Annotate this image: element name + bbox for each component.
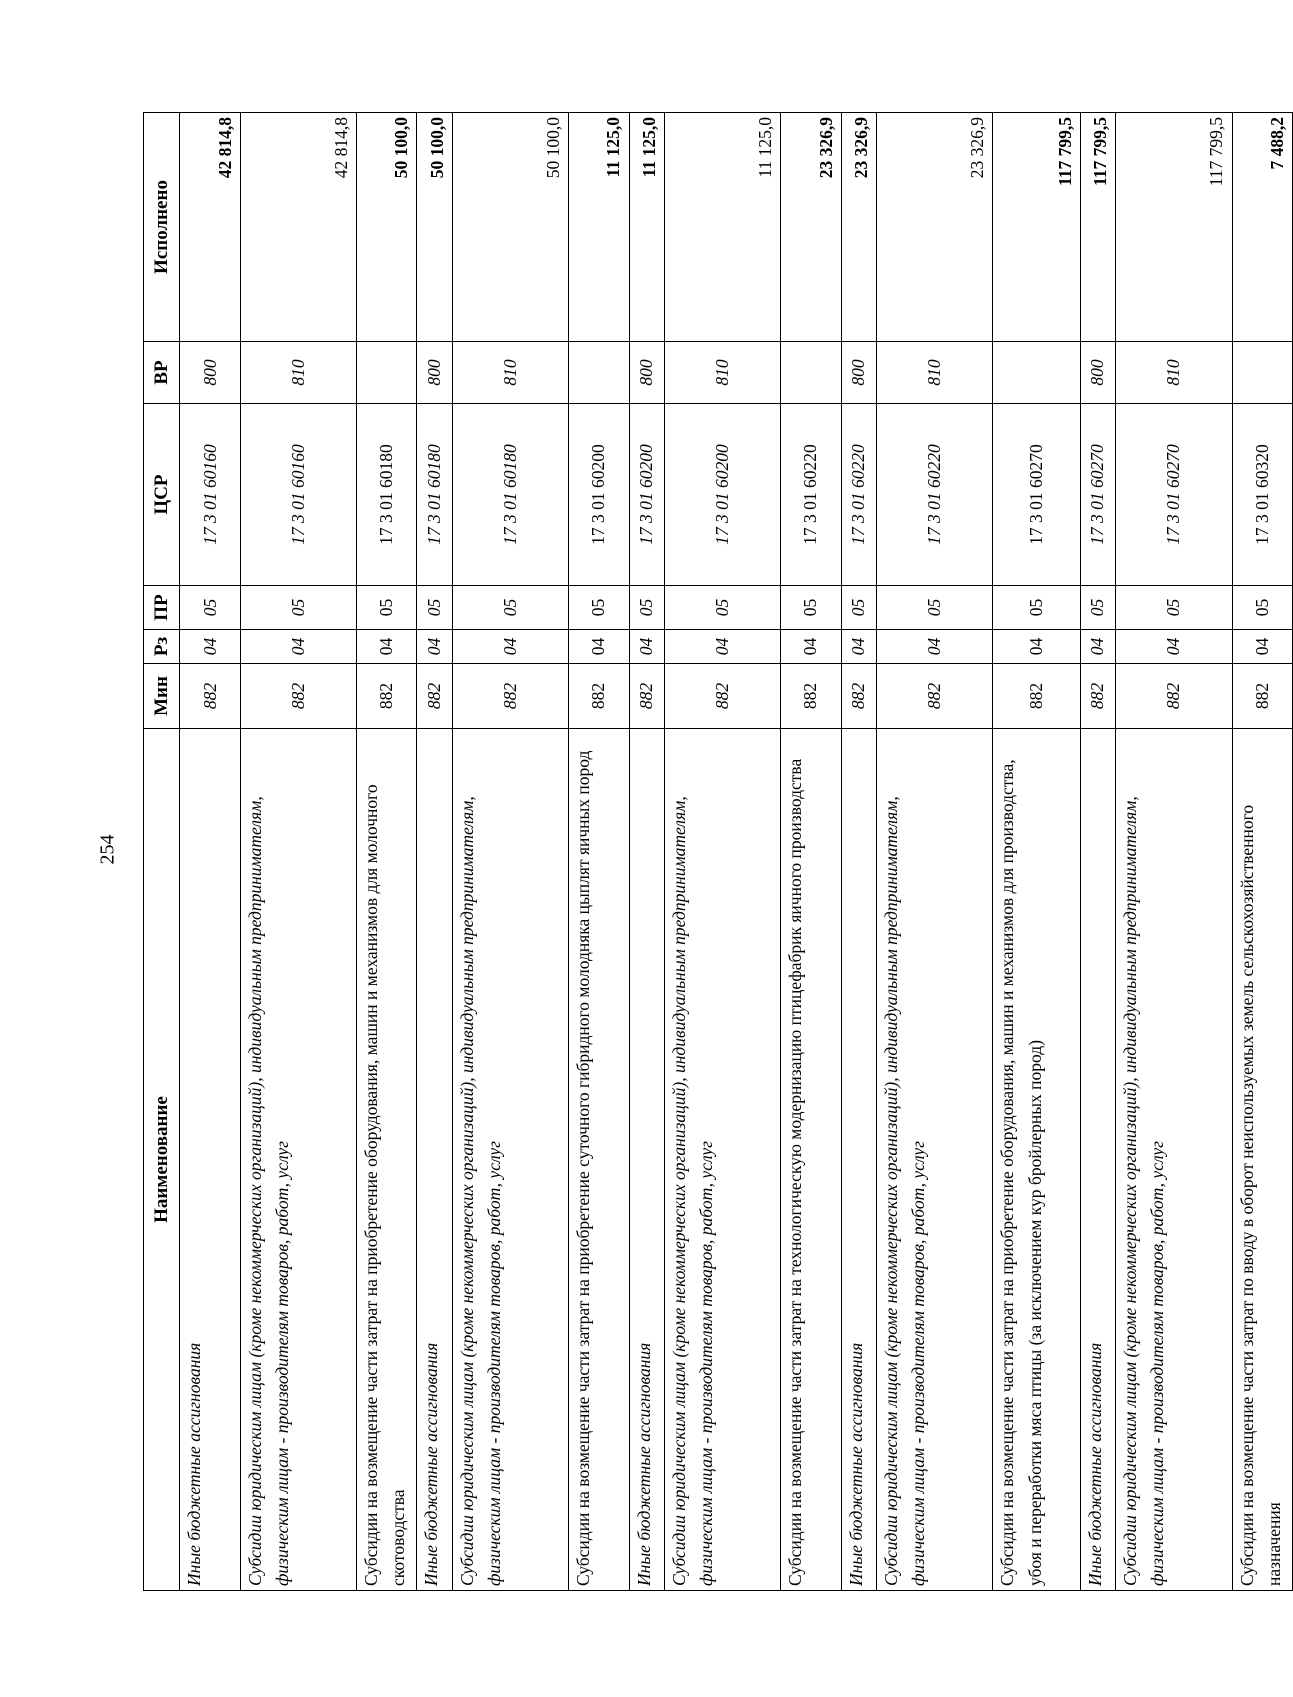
cell-pr: 05 — [240, 586, 356, 630]
page-number: 254 — [96, 834, 119, 865]
cell-csr: 17 3 01 60160 — [180, 404, 240, 586]
cell-rz: 04 — [1116, 630, 1232, 664]
cell-vr: 800 — [629, 342, 664, 404]
cell-min: 882 — [1116, 664, 1232, 729]
cell-executed: 117 799,5 — [993, 113, 1080, 342]
cell-rz: 04 — [417, 630, 452, 664]
cell-rz: 04 — [240, 630, 356, 664]
cell-vr: 810 — [452, 342, 568, 404]
cell-name: Субсидии на возмещение части затрат на приобретение оборудования, машин и механизмов для производства, убоя и переработки мяса птицы (за исключением кур бройлерных пород) — [993, 729, 1080, 1591]
header-pr: ПР — [144, 586, 180, 630]
header-csr: ЦСР — [144, 404, 180, 586]
cell-rz: 04 — [1232, 630, 1292, 664]
table-header-row — [144, 113, 180, 1591]
cell-name: Иные бюджетные ассигнования — [841, 729, 876, 1591]
cell-pr: 05 — [664, 586, 780, 630]
cell-csr: 17 3 01 60200 — [664, 404, 780, 586]
cell-name: Субсидии юридическим лицам (кроме некоммерческих организаций), индивидуальным предпринимателям, физическим лицам - производителям товаров, работ, услуг — [664, 729, 780, 1591]
cell-vr: 810 — [664, 342, 780, 404]
cell-pr: 05 — [180, 586, 240, 630]
cell-vr — [357, 342, 417, 404]
table-row — [417, 113, 452, 1591]
budget-table — [143, 112, 1293, 1591]
cell-min: 882 — [569, 664, 629, 729]
cell-min: 882 — [417, 664, 452, 729]
cell-rz: 04 — [781, 630, 841, 664]
cell-rz: 04 — [877, 630, 993, 664]
cell-csr: 17 3 01 60200 — [629, 404, 664, 586]
cell-name: Субсидии юридическим лицам (кроме некоммерческих организаций), индивидуальным предпринимателям, физическим лицам - производителям товаров, работ, услуг — [452, 729, 568, 1591]
cell-min: 882 — [180, 664, 240, 729]
cell-csr: 17 3 01 60220 — [841, 404, 876, 586]
cell-vr: 810 — [877, 342, 993, 404]
cell-min: 882 — [240, 664, 356, 729]
cell-pr: 05 — [1116, 586, 1232, 630]
cell-vr: 800 — [180, 342, 240, 404]
cell-csr: 17 3 01 60180 — [452, 404, 568, 586]
table-row — [781, 113, 841, 1591]
table-row — [180, 113, 240, 1591]
cell-csr: 17 3 01 60220 — [781, 404, 841, 586]
cell-vr — [781, 342, 841, 404]
cell-name: Иные бюджетные ассигнования — [629, 729, 664, 1591]
cell-csr: 17 3 01 60320 — [1232, 404, 1292, 586]
cell-name: Иные бюджетные ассигнования — [180, 729, 240, 1591]
cell-rz: 04 — [993, 630, 1080, 664]
cell-executed: 50 100,0 — [452, 113, 568, 342]
cell-min: 882 — [781, 664, 841, 729]
cell-name: Субсидии юридическим лицам (кроме некоммерческих организаций), индивидуальным предпринимателям, физическим лицам - производителям товаров, работ, услуг — [240, 729, 356, 1591]
cell-name: Субсидии юридическим лицам (кроме некоммерческих организаций), индивидуальным предпринимателям, физическим лицам - производителям товаров, работ, услуг — [877, 729, 993, 1591]
cell-rz: 04 — [357, 630, 417, 664]
cell-vr: 810 — [1116, 342, 1232, 404]
cell-executed: 23 326,9 — [781, 113, 841, 342]
cell-pr: 05 — [877, 586, 993, 630]
cell-pr: 05 — [993, 586, 1080, 630]
cell-min: 882 — [664, 664, 780, 729]
cell-name: Субсидии юридическим лицам (кроме некоммерческих организаций), индивидуальным предпринимателям, физическим лицам - производителям товаров, работ, услуг — [1116, 729, 1232, 1591]
table-row — [357, 113, 417, 1591]
cell-rz: 04 — [629, 630, 664, 664]
cell-executed: 11 125,0 — [629, 113, 664, 342]
cell-vr — [569, 342, 629, 404]
cell-min: 882 — [1232, 664, 1292, 729]
cell-rz: 04 — [841, 630, 876, 664]
cell-executed: 23 326,9 — [841, 113, 876, 342]
cell-vr — [1232, 342, 1292, 404]
cell-min: 882 — [357, 664, 417, 729]
cell-pr: 05 — [1232, 586, 1292, 630]
table-row — [877, 113, 993, 1591]
cell-min: 882 — [877, 664, 993, 729]
cell-vr: 800 — [417, 342, 452, 404]
cell-executed: 50 100,0 — [357, 113, 417, 342]
cell-rz: 04 — [1080, 630, 1115, 664]
cell-executed: 117 799,5 — [1080, 113, 1115, 342]
cell-csr: 17 3 01 60270 — [993, 404, 1080, 586]
cell-executed: 50 100,0 — [417, 113, 452, 342]
cell-csr: 17 3 01 60180 — [417, 404, 452, 586]
cell-csr: 17 3 01 60180 — [357, 404, 417, 586]
cell-pr: 05 — [1080, 586, 1115, 630]
cell-vr: 810 — [240, 342, 356, 404]
cell-executed: 42 814,8 — [240, 113, 356, 342]
cell-min: 882 — [993, 664, 1080, 729]
cell-vr: 800 — [841, 342, 876, 404]
table-row — [569, 113, 629, 1591]
cell-vr — [993, 342, 1080, 404]
cell-executed: 42 814,8 — [180, 113, 240, 342]
rotated-table-container — [143, 113, 1293, 1591]
cell-executed: 11 125,0 — [664, 113, 780, 342]
table-row — [841, 113, 876, 1591]
header-vr: ВР — [144, 342, 180, 404]
table-row — [629, 113, 664, 1591]
cell-pr: 05 — [357, 586, 417, 630]
cell-csr: 17 3 01 60270 — [1080, 404, 1115, 586]
cell-rz: 04 — [569, 630, 629, 664]
cell-pr: 05 — [417, 586, 452, 630]
cell-csr: 17 3 01 60160 — [240, 404, 356, 586]
cell-name: Иные бюджетные ассигнования — [417, 729, 452, 1591]
header-rz: Рз — [144, 630, 180, 664]
cell-executed: 7 488,2 — [1232, 113, 1292, 342]
cell-vr: 800 — [1080, 342, 1115, 404]
cell-executed: 23 326,9 — [877, 113, 993, 342]
table-row — [1080, 113, 1115, 1591]
cell-min: 882 — [452, 664, 568, 729]
cell-name: Субсидии на возмещение части затрат по вводу в оборот неиспользуемых земель сельскохозяйственного назначения — [1232, 729, 1292, 1591]
cell-rz: 04 — [664, 630, 780, 664]
cell-name: Субсидии на возмещение части затрат на технологическую модернизацию птицефабрик яичного производства — [781, 729, 841, 1591]
cell-pr: 05 — [569, 586, 629, 630]
header-min: Мин — [144, 664, 180, 729]
header-executed: Исполнено — [144, 113, 180, 342]
cell-csr: 17 3 01 60220 — [877, 404, 993, 586]
table-row — [1232, 113, 1292, 1591]
header-name: Наименование — [144, 729, 180, 1591]
table-row — [664, 113, 780, 1591]
cell-rz: 04 — [452, 630, 568, 664]
cell-executed: 117 799,5 — [1116, 113, 1232, 342]
cell-name: Субсидии на возмещение части затрат на приобретение оборудования, машин и механизмов для молочного скотоводства — [357, 729, 417, 1591]
cell-name: Субсидии на возмещение части затрат на приобретение суточного гибридного молодняка цыплят яичных пород — [569, 729, 629, 1591]
cell-pr: 05 — [781, 586, 841, 630]
cell-min: 882 — [841, 664, 876, 729]
cell-csr: 17 3 01 60200 — [569, 404, 629, 586]
table-row — [993, 113, 1080, 1591]
cell-name: Иные бюджетные ассигнования — [1080, 729, 1115, 1591]
table-row — [240, 113, 356, 1591]
cell-pr: 05 — [629, 586, 664, 630]
cell-csr: 17 3 01 60270 — [1116, 404, 1232, 586]
cell-pr: 05 — [841, 586, 876, 630]
cell-rz: 04 — [180, 630, 240, 664]
table-row — [1116, 113, 1232, 1591]
table-row — [452, 113, 568, 1591]
cell-min: 882 — [629, 664, 664, 729]
cell-executed: 11 125,0 — [569, 113, 629, 342]
cell-pr: 05 — [452, 586, 568, 630]
cell-min: 882 — [1080, 664, 1115, 729]
